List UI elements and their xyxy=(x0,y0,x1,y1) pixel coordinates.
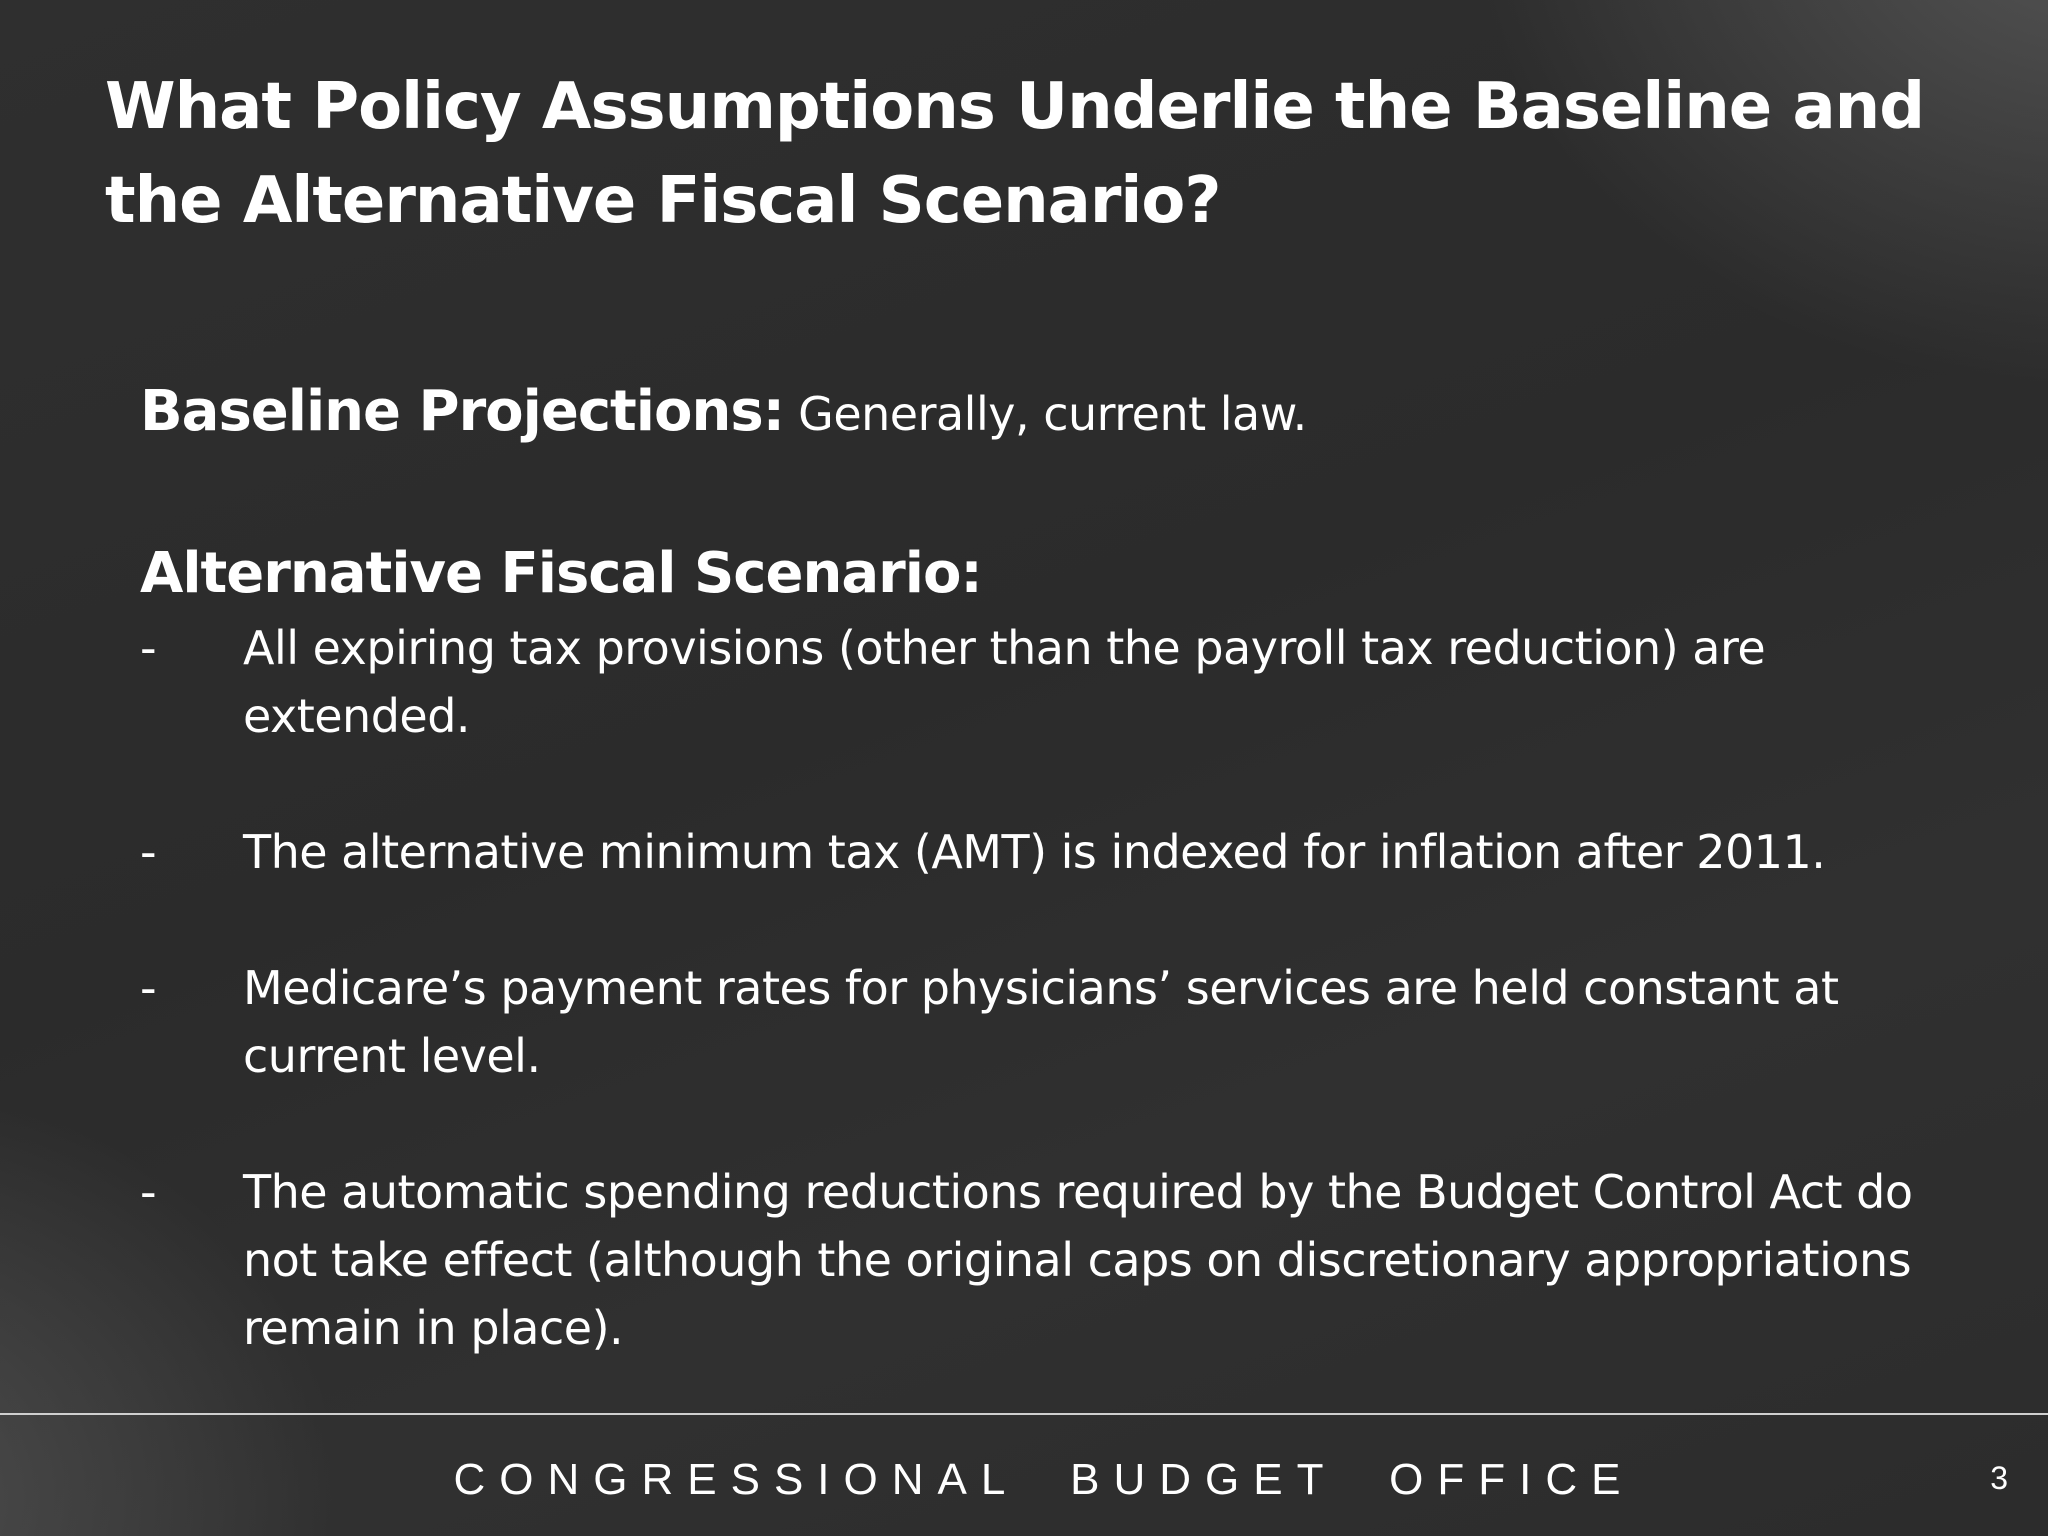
list-item xyxy=(140,954,1920,1090)
baseline-text: Generally, current law. xyxy=(784,387,1307,441)
slide-content xyxy=(140,372,1920,1362)
footer-organization: CONGRESSIONAL BUDGET OFFICE xyxy=(453,1455,1635,1504)
bullet-dash: - xyxy=(140,621,157,675)
list-item xyxy=(140,1158,1920,1362)
footer-divider xyxy=(0,1413,2048,1415)
bullet-text: All expiring tax provisions (other than the payroll tax reduction) are extended. xyxy=(243,621,1766,743)
list-item xyxy=(140,614,1920,750)
alternative-assumptions-list xyxy=(140,614,1920,1362)
alternative-scenario-heading: Alternative Fiscal Scenario: xyxy=(140,541,982,606)
bullet-dash: - xyxy=(140,825,157,879)
bullet-dash: - xyxy=(140,1165,157,1219)
bullet-dash: - xyxy=(140,961,157,1015)
baseline-statement xyxy=(140,372,1920,454)
page-number: 3 xyxy=(1990,1460,2008,1496)
slide-title: What Policy Assumptions Underlie the Baseline and the Alternative Fiscal Scenario? xyxy=(105,70,1924,238)
bullet-text: Medicare’s payment rates for physicians’ services are held constant at current level. xyxy=(243,961,1839,1083)
bullet-text: The alternative minimum tax (AMT) is indexed for inflation after 2011. xyxy=(243,825,1826,879)
bullet-text: The automatic spending reductions required by the Budget Control Act do not take effect (although the original caps on discretionary appropriations remain in place). xyxy=(243,1165,1913,1355)
baseline-label: Baseline Projections: xyxy=(140,379,785,444)
list-item xyxy=(140,818,1920,886)
